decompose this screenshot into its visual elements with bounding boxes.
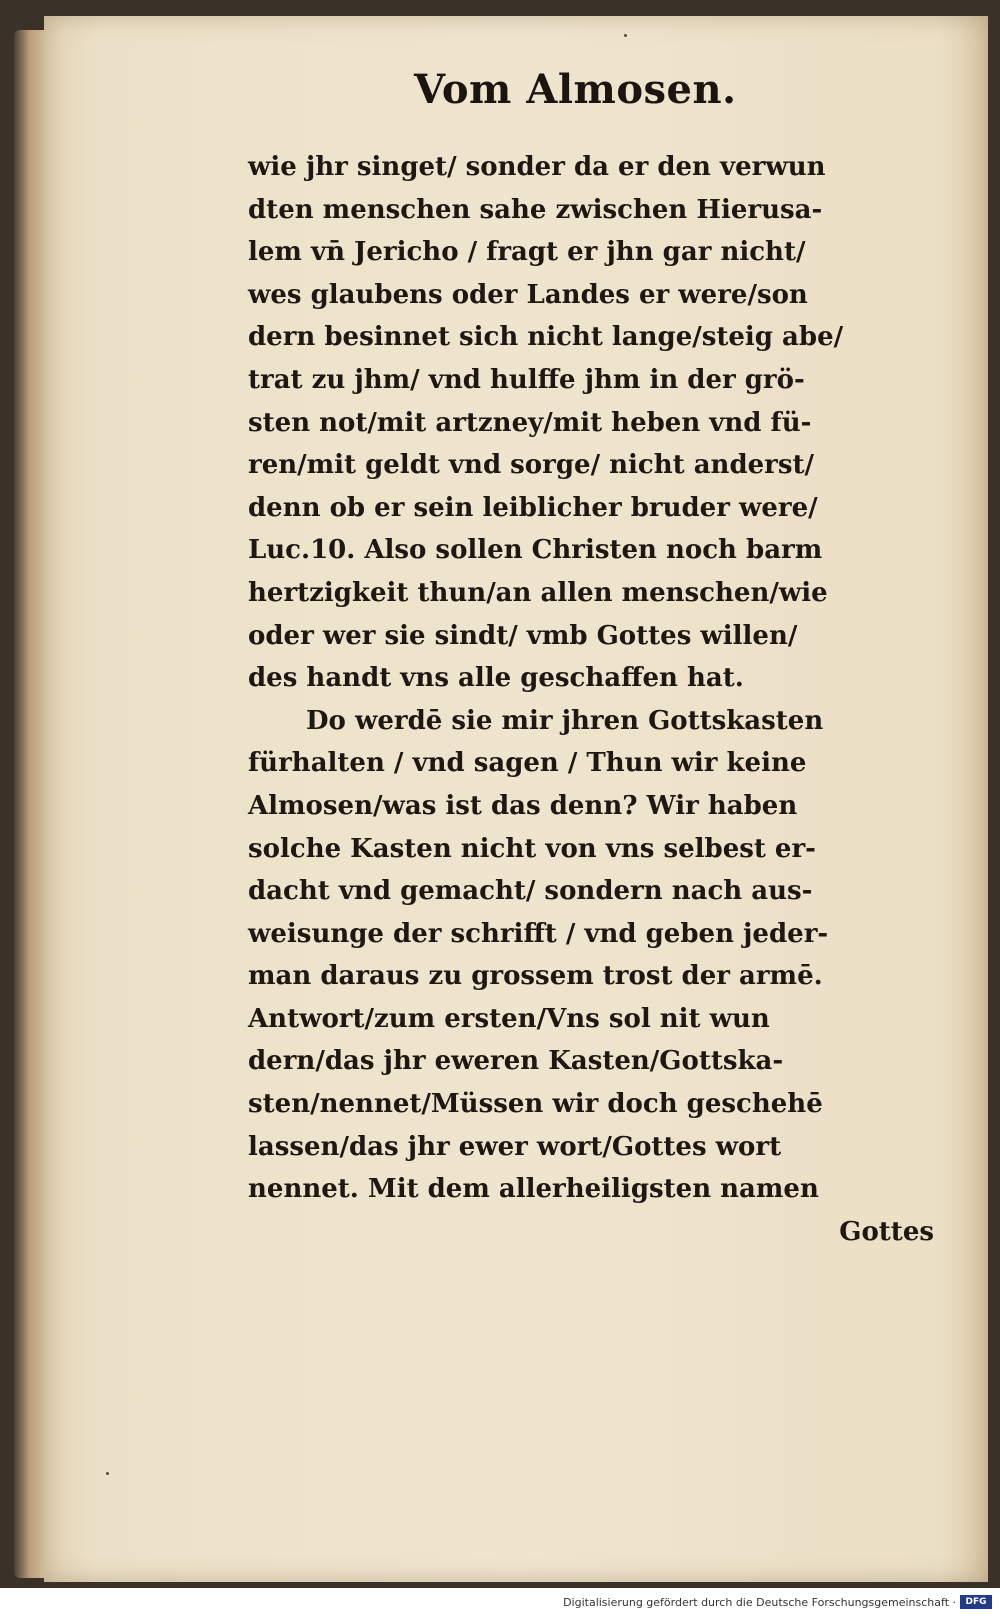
digitization-credit: Digitalisierung gefördert durch die Deutsche Forschungsgemeinschaft · <box>563 1596 956 1609</box>
paper-speck <box>106 1472 109 1475</box>
text-line: hertzigkeit thun/an allen menschen/wie <box>248 577 828 608</box>
text-line: weisunge der schrifft / vnd geben jeder- <box>248 918 829 949</box>
text-line: Luc.10. Also sollen Christen noch barm <box>248 535 823 566</box>
paper-speck <box>624 34 627 37</box>
text-line: man daraus zu grossem trost der armē. <box>248 961 823 992</box>
text-line: wes glaubens oder Landes er were/son <box>248 279 808 310</box>
text-line: lem vn̄ Jericho / fragt er jhn gar nicht/ <box>248 237 806 268</box>
text-line: dacht vnd gemacht/ sondern nach aus- <box>248 876 813 907</box>
text-line: sten/nennet/Müssen wir doch geschehē <box>248 1089 823 1120</box>
text-line: des handt vns alle geschaffen hat. <box>248 663 744 694</box>
text-line: dten menschen sahe zwischen Hierusa- <box>248 194 823 225</box>
text-line: dern/das jhr eweren Kasten/Gottska- <box>248 1046 784 1077</box>
running-head: Vom Almosen. <box>414 66 737 113</box>
book-edge <box>14 30 48 1578</box>
text-line: solche Kasten nicht von vns selbest er- <box>248 833 816 864</box>
text-line: Almosen/was ist das denn? Wir haben <box>248 790 798 821</box>
text-block <box>248 146 948 1253</box>
text-line: Antwort/zum ersten/Vns sol nit wun <box>248 1003 770 1034</box>
catchword: Gottes <box>839 1216 934 1247</box>
text-line: fürhalten / vnd sagen / Thun wir keine <box>248 748 807 779</box>
text-line: sten not/mit artzney/mit heben vnd fü- <box>248 407 812 438</box>
paragraph-start-line: Do werdē sie mir jhren Gottskasten <box>306 705 824 736</box>
text-line: wie jhr singet/ sonder da er den verwun <box>248 152 826 182</box>
text-line: denn ob er sein leiblicher bruder were/ <box>248 492 818 523</box>
text-line: oder wer sie sindt/ vmb Gottes willen/ <box>248 620 798 651</box>
text-line: lassen/das jhr ewer wort/Gottes wort <box>248 1131 782 1162</box>
text-line: trat zu jhm/ vnd hulffe jhm in der grö- <box>248 364 805 395</box>
text-line: nennet. Mit dem allerheiligsten namen <box>248 1174 819 1205</box>
dfg-logo: DFG <box>960 1595 992 1609</box>
text-line: ren/mit geldt vnd sorge/ nicht anderst/ <box>248 450 815 481</box>
book-page <box>44 16 988 1582</box>
text-line: dern besinnet sich nicht lange/steig abe/ <box>248 322 844 353</box>
